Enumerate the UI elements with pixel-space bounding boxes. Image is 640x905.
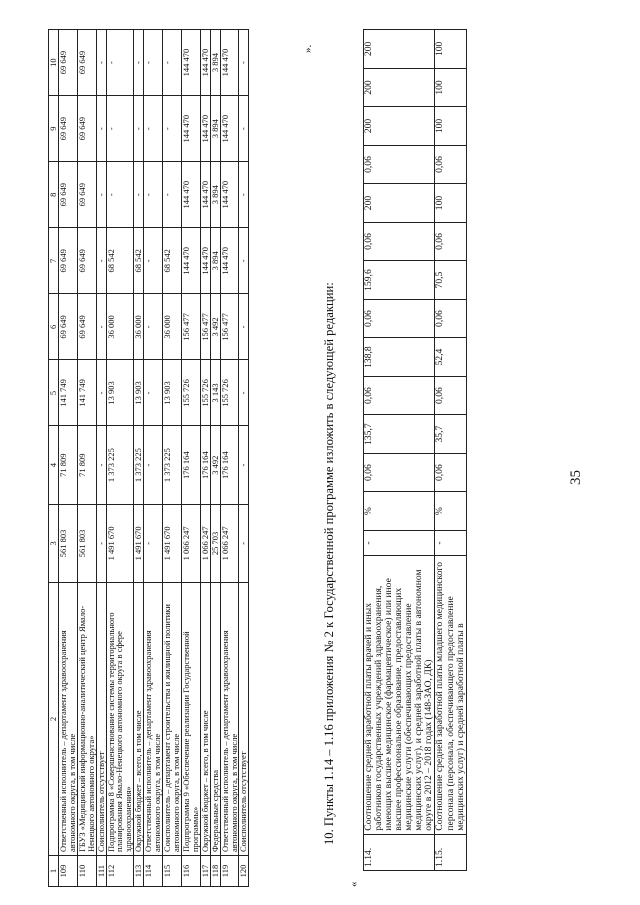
table-row (181, 30, 200, 887)
value-cell: 141 749 (77, 360, 96, 426)
value-cell: - (134, 96, 144, 162)
value-cell: 69 649 (58, 162, 77, 228)
closing-quote: ». (302, 44, 314, 53)
row-number: 109 (58, 856, 77, 887)
value-cell: 68 542 (134, 228, 144, 294)
value-cell: - (239, 228, 249, 294)
value-cell: 36 000 (106, 294, 134, 360)
column-number: 1 (49, 856, 59, 887)
value-cell: 155 726 (200, 360, 210, 426)
value-cell: - (96, 228, 106, 294)
table-row (200, 30, 210, 887)
value-cell: 144 470 (181, 30, 200, 96)
value-cell: - (96, 96, 106, 162)
value-cell: 69 649 (77, 96, 96, 162)
value-cell: 1 491 670 (163, 504, 182, 582)
value-cell: 69 649 (77, 294, 96, 360)
value-cell: - (163, 30, 182, 96)
value-cell: 156 477 (220, 294, 239, 360)
value-cell: 144 470 (200, 228, 210, 294)
value-cell: - (239, 162, 249, 228)
value-cell: 156 477 (200, 294, 210, 360)
indicator-value: 200 (364, 30, 435, 69)
value-cell: 155 726 (220, 360, 239, 426)
table-header-row (49, 30, 59, 887)
row-label: Соисполнитель отсутствует (239, 583, 249, 856)
value-cell: - (163, 96, 182, 162)
budget-table (48, 29, 249, 887)
indicator-value: 70,5 (435, 261, 466, 300)
row-label: Ответственный исполнитель – департамент здравоохранения автономного округа, в том числе (220, 583, 239, 856)
value-cell: - (134, 162, 144, 228)
table-row (144, 30, 163, 887)
row-label: Подпрограмма 9 «Обеспечение реализации Государственной программы» (181, 583, 200, 856)
row-label: Окружной бюджет – всего, в том числе (134, 583, 144, 856)
value-cell: - (96, 426, 106, 504)
column-number: 7 (49, 228, 59, 294)
row-number: 111 (96, 856, 106, 887)
value-cell: - (96, 504, 106, 582)
row-number: 115 (163, 856, 182, 887)
value-cell: - (96, 162, 106, 228)
indicator-value: 100 (435, 68, 466, 107)
table-row (77, 30, 96, 887)
indicator-row (435, 30, 466, 871)
value-cell: 3 492 (210, 294, 220, 360)
indicator-value: 135,7 (364, 415, 435, 454)
value-cell: 155 726 (181, 360, 200, 426)
value-cell: 3 492 (210, 426, 220, 504)
indicator-name: Соотношение средней заработной платы младшего медицинского персонала (персонала, обеспечивающего предоставление медицинских услуг) и средней заработной платы в (435, 556, 466, 834)
indicator-value: 138,8 (364, 338, 435, 377)
value-cell: - (144, 294, 163, 360)
indicator-value: 100 (435, 107, 466, 146)
indicator-value: 0,06 (364, 222, 435, 261)
indicator-unit: % (364, 492, 435, 531)
indicator-value: 200 (364, 107, 435, 146)
table-row (58, 30, 77, 887)
value-cell: - (239, 504, 249, 582)
value-cell: 13 903 (106, 360, 134, 426)
value-cell: 1 066 247 (220, 504, 239, 582)
value-cell: - (144, 228, 163, 294)
indicator-value: 200 (364, 184, 435, 223)
value-cell: - (106, 96, 134, 162)
value-cell: 1 491 670 (134, 504, 144, 582)
indicator-value: 0,06 (364, 145, 435, 184)
indicator-value: 100 (435, 30, 466, 69)
value-cell: 3 894 (210, 96, 220, 162)
indicator-value: 159,6 (364, 261, 435, 300)
indicators-table (363, 29, 467, 871)
value-cell: 69 649 (77, 228, 96, 294)
indicator-value: 0,06 (364, 376, 435, 415)
value-cell: 561 803 (77, 504, 96, 582)
table-row (96, 30, 106, 887)
value-cell: - (106, 30, 134, 96)
row-label: Соисполнитель отсутствует (96, 583, 106, 856)
table-row (220, 30, 239, 887)
indicator-unit: % (435, 492, 466, 531)
value-cell: 69 649 (77, 162, 96, 228)
value-cell: 71 809 (58, 426, 77, 504)
value-cell: 36 000 (163, 294, 182, 360)
amendment-paragraph: 10. Пункты 1.14 – 1.16 приложения № 2 к Государственной программе изложить в следующей редакции: (322, 282, 336, 845)
table-row (106, 30, 134, 887)
column-number: 4 (49, 426, 59, 504)
value-cell: 3 894 (210, 30, 220, 96)
value-cell: 144 470 (220, 228, 239, 294)
row-label: Подпрограмма 8 «Совершенствование системы территориального планирования Ямало-Ненецкого автономного округа в сфере здравоохранения» (106, 583, 134, 856)
value-cell: 1 373 225 (163, 426, 182, 504)
value-cell: - (144, 162, 163, 228)
table-row (239, 30, 249, 887)
value-cell: 144 470 (220, 96, 239, 162)
value-cell: 69 649 (58, 294, 77, 360)
value-cell: 144 470 (181, 96, 200, 162)
value-cell: 561 803 (58, 504, 77, 582)
value-cell: - (163, 162, 182, 228)
value-cell: 1 066 247 (200, 504, 210, 582)
row-number: 117 (200, 856, 210, 887)
indicator-row (364, 30, 435, 871)
value-cell: 69 649 (77, 30, 96, 96)
indicator-value: 200 (364, 68, 435, 107)
indicator-value: 0,06 (364, 453, 435, 492)
value-cell: - (144, 426, 163, 504)
indicator-code: 1.14. (364, 834, 435, 870)
value-cell: - (96, 294, 106, 360)
row-number: 113 (134, 856, 144, 887)
value-cell: 1 491 670 (106, 504, 134, 582)
table-row (134, 30, 144, 887)
value-cell: 36 000 (134, 294, 144, 360)
row-number: 120 (239, 856, 249, 887)
indicator-value: 0,06 (364, 299, 435, 338)
value-cell: 156 477 (181, 294, 200, 360)
value-cell: 69 649 (58, 96, 77, 162)
value-cell: - (134, 30, 144, 96)
row-number: 112 (106, 856, 134, 887)
row-label: Окружной бюджет – всего, в том числе (200, 583, 210, 856)
value-cell: - (239, 360, 249, 426)
value-cell: - (144, 30, 163, 96)
value-cell: 176 164 (181, 426, 200, 504)
column-number: 2 (49, 583, 59, 856)
indicator-name: Соотношение средней заработной платы врачей и иных работников государственных учреждений здравоохранения, имеющих высшее медицинское (фармацевтическое) или иное высшее профессиональное образование, предоставляющих медицинские услуги (обеспечивающих предоставление медицинских услуг), и средней заработной платы в автономном округе в 2012 – 2018 годах (148-ЗАО, ДК) (364, 556, 435, 834)
value-cell: - (239, 96, 249, 162)
value-cell: - (144, 96, 163, 162)
row-label: Ответственный исполнитель – департамент здравоохранения автономного округа, в том числе (58, 583, 77, 856)
column-number: 5 (49, 360, 59, 426)
indicator-dash: - (364, 530, 435, 555)
row-label: Соисполнитель – департамент строительства и жилищной политики автономного округа, в том числе (163, 583, 182, 856)
page-number: 35 (568, 470, 584, 485)
column-number: 6 (49, 294, 59, 360)
value-cell: 1 066 247 (181, 504, 200, 582)
value-cell: 13 903 (163, 360, 182, 426)
indicator-code: 1.15. (435, 834, 466, 870)
value-cell: - (144, 360, 163, 426)
value-cell: 141 749 (58, 360, 77, 426)
row-number: 118 (210, 856, 220, 887)
value-cell: - (144, 504, 163, 582)
indicator-value: 0,06 (435, 376, 466, 415)
indicator-value: 35,7 (435, 415, 466, 454)
value-cell: 13 903 (134, 360, 144, 426)
value-cell: - (239, 30, 249, 96)
value-cell: 3 894 (210, 162, 220, 228)
value-cell: 144 470 (220, 30, 239, 96)
value-cell: 69 649 (58, 30, 77, 96)
table-row (163, 30, 182, 887)
value-cell: 176 164 (220, 426, 239, 504)
value-cell: 144 470 (200, 96, 210, 162)
value-cell: - (239, 294, 249, 360)
value-cell: 69 649 (58, 228, 77, 294)
column-number: 10 (49, 30, 59, 96)
value-cell: 68 542 (106, 228, 134, 294)
value-cell: 176 164 (200, 426, 210, 504)
value-cell: 144 470 (181, 162, 200, 228)
row-number: 114 (144, 856, 163, 887)
value-cell: 68 542 (163, 228, 182, 294)
column-number: 3 (49, 504, 59, 582)
indicator-value: 0,06 (435, 299, 466, 338)
value-cell: - (106, 162, 134, 228)
indicator-dash: - (435, 530, 466, 555)
indicator-value: 100 (435, 184, 466, 223)
column-number: 8 (49, 162, 59, 228)
value-cell: 3 143 (210, 360, 220, 426)
value-cell: 144 470 (200, 162, 210, 228)
indicator-value: 52,4 (435, 338, 466, 377)
value-cell: - (239, 426, 249, 504)
row-label: ГБУЗ «Медицинский информационно-аналитический центр Ямало-Ненецкого автономного округа» (77, 583, 96, 856)
value-cell: 144 470 (220, 162, 239, 228)
row-number: 119 (220, 856, 239, 887)
opening-quote: « (348, 881, 360, 887)
value-cell: - (96, 360, 106, 426)
column-number: 9 (49, 96, 59, 162)
row-number: 116 (181, 856, 200, 887)
row-number: 110 (77, 856, 96, 887)
indicator-value: 0,06 (435, 222, 466, 261)
value-cell: - (96, 30, 106, 96)
row-label: Ответственный исполнитель – департамент здравоохранения автономного округа, в том числе (144, 583, 163, 856)
row-label: Федеральные средства (210, 583, 220, 856)
table-row (210, 30, 220, 887)
indicator-value: 0,06 (435, 453, 466, 492)
indicator-value: 0,06 (435, 145, 466, 184)
value-cell: 3 894 (210, 228, 220, 294)
value-cell: 1 373 225 (134, 426, 144, 504)
value-cell: 25 703 (210, 504, 220, 582)
value-cell: 1 373 225 (106, 426, 134, 504)
value-cell: 144 470 (181, 228, 200, 294)
value-cell: 71 809 (77, 426, 96, 504)
value-cell: 144 470 (200, 30, 210, 96)
